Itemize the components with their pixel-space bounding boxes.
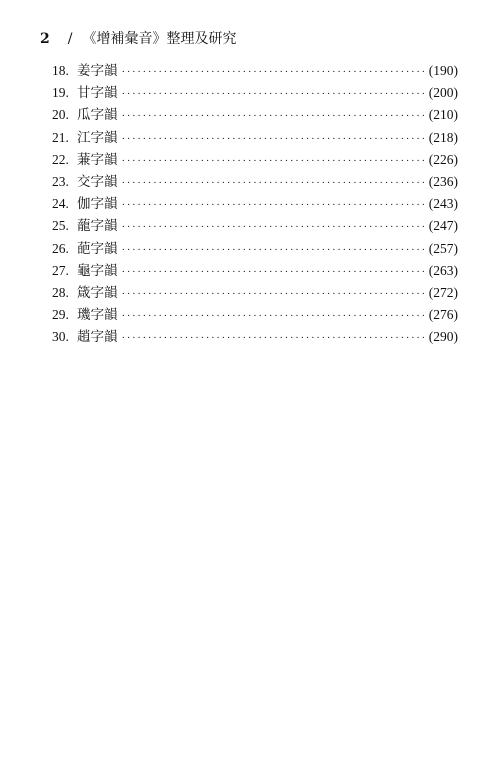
toc-entry-page: (236)	[428, 173, 458, 189]
toc-entry-number: 18.	[52, 63, 69, 78]
toc-entry-title: 甘字韻	[77, 85, 118, 102]
toc-entry-title: 蘢字韻	[77, 218, 118, 235]
dot-leader	[122, 194, 425, 216]
dot-leader	[122, 150, 425, 172]
dot-leader	[122, 83, 425, 105]
toc-entry-title: 璣字韻	[77, 307, 118, 324]
table-of-contents	[52, 60, 458, 348]
toc-entry[interactable]	[52, 193, 458, 215]
toc-entry-page: (272)	[428, 284, 458, 300]
book-title: 《增補彙音》整理及研究	[82, 31, 237, 47]
toc-entry[interactable]	[52, 149, 458, 171]
toc-entry-page: (200)	[428, 85, 458, 101]
header-separator: /	[67, 31, 73, 47]
toc-entry-title: 江字韻	[77, 129, 118, 146]
dot-leader	[122, 61, 425, 83]
toc-entry[interactable]	[52, 260, 458, 282]
toc-entry-page: (190)	[428, 63, 458, 78]
toc-entry-number: 24.	[52, 196, 69, 212]
toc-entry[interactable]	[52, 238, 458, 260]
toc-entry-number: 30.	[52, 329, 69, 345]
toc-entry-title: 箴字韻	[77, 284, 118, 301]
dot-leader	[122, 216, 425, 238]
toc-entry-number: 21.	[52, 129, 69, 145]
toc-entry-number: 20.	[52, 107, 69, 123]
toc-entry[interactable]	[52, 304, 458, 326]
toc-entry[interactable]	[52, 215, 458, 237]
toc-entry-title: 龜字韻	[77, 262, 118, 279]
toc-entry[interactable]	[52, 104, 458, 126]
toc-entry[interactable]	[52, 82, 458, 104]
toc-entry-number: 27.	[52, 262, 69, 278]
toc-entry-number: 22.	[52, 151, 69, 167]
toc-entry-title: 伽字韻	[77, 196, 118, 213]
toc-entry-title: 姜字韻	[77, 63, 118, 79]
toc-entry-page: (218)	[428, 129, 458, 145]
toc-entry[interactable]	[52, 60, 458, 82]
toc-entry-title: 交字韻	[77, 173, 118, 190]
dot-leader	[122, 239, 425, 261]
toc-entry-number: 28.	[52, 284, 69, 300]
dot-leader	[122, 105, 425, 127]
toc-entry-page: (276)	[428, 307, 458, 323]
toc-entry-number: 26.	[52, 240, 69, 256]
toc-entry-page: (243)	[428, 196, 458, 212]
dot-leader	[122, 261, 425, 283]
toc-entry-page: (210)	[428, 107, 458, 123]
toc-entry[interactable]	[52, 127, 458, 149]
toc-entry-number: 29.	[52, 307, 69, 323]
running-header	[40, 28, 236, 48]
page-number: 2	[40, 31, 50, 47]
toc-entry-title: 葩字韻	[77, 240, 118, 257]
toc-entry-number: 19.	[52, 85, 69, 101]
toc-entry-page: (290)	[428, 329, 458, 345]
toc-entry[interactable]	[52, 326, 458, 348]
dot-leader	[122, 172, 425, 194]
toc-entry[interactable]	[52, 171, 458, 193]
dot-leader	[122, 327, 425, 349]
dot-leader	[122, 283, 425, 305]
toc-entry-title: 趙字韻	[77, 329, 118, 346]
toc-entry[interactable]	[52, 282, 458, 304]
toc-entry-number: 25.	[52, 218, 69, 234]
toc-entry-page: (226)	[428, 151, 458, 167]
toc-entry-page: (263)	[428, 262, 458, 278]
toc-entry-page: (257)	[428, 240, 458, 256]
toc-entry-page: (247)	[428, 218, 458, 234]
toc-entry-title: 蒹字韻	[77, 151, 118, 168]
toc-entry-title: 瓜字韻	[77, 107, 118, 124]
dot-leader	[122, 305, 425, 327]
toc-entry-number: 23.	[52, 173, 69, 189]
dot-leader	[122, 128, 425, 150]
